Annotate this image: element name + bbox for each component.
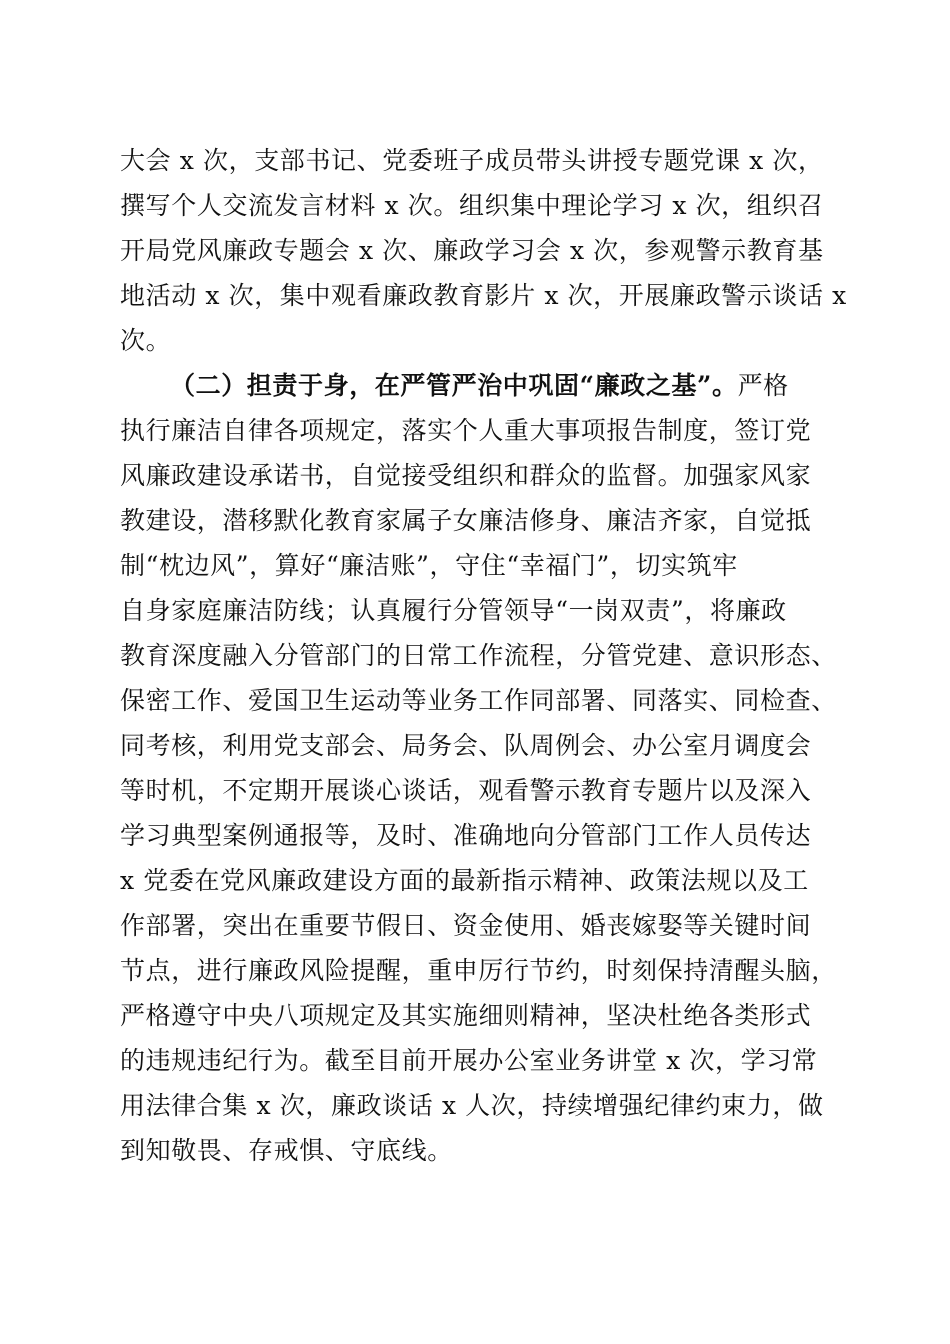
paragraph-2-line-11: 学习典型案例通报等，及时、准确地向分管部门工作人员传达	[120, 821, 812, 850]
paragraph-2-line-1	[170, 371, 789, 401]
paragraph-2-line-2: 执行廉洁自律各项规定，落实个人重大事项报告制度，签订党	[120, 416, 812, 445]
paragraph-2-line-16: 的违规违纪行为。截至目前开展办公室业务讲堂 x 次，学习常	[120, 1046, 818, 1075]
paragraph-2-line-15: 严格遵守中央八项规定及其实施细则精神，坚决杜绝各类形式	[120, 1001, 812, 1030]
paragraph-1-line-2: 撰写个人交流发言材料 x 次。组织集中理论学习 x 次，组织召	[120, 191, 824, 220]
paragraph-1-line-3: 开局党风廉政专题会 x 次、廉政学习会 x 次，参观警示教育基	[120, 236, 824, 265]
paragraph-1-line-1: 大会 x 次，支部书记、党委班子成员带头讲授专题党课 x 次，	[120, 146, 824, 175]
paragraph-1-line-5: 次。	[120, 326, 172, 355]
paragraph-2-line-17: 用法律合集 x 次，廉政谈话 x 人次，持续增强纪律约束力，做	[120, 1091, 824, 1120]
paragraph-2-line-4: 教建设，潜移默化教育家属子女廉洁修身、廉洁齐家，自觉抵	[120, 506, 812, 535]
paragraph-2-line-9: 同考核，利用党支部会、局务会、队周例会、办公室月调度会	[120, 731, 812, 760]
paragraph-2-line-1-rest: 严格	[737, 371, 789, 400]
paragraph-2-line-14: 节点，进行廉政风险提醒，重申厉行节约，时刻保持清醒头脑，	[120, 956, 837, 985]
paragraph-2-line-13: 作部署，突出在重要节假日、资金使用、婚丧嫁娶等关键时间	[120, 911, 812, 940]
paragraph-2-line-12: x 党委在党风廉政建设方面的最新指示精神、政策法规以及工	[120, 866, 809, 895]
paragraph-2-line-10: 等时机，不定期开展谈心谈话，观看警示教育专题片以及深入	[120, 776, 812, 805]
section-heading: （二）担责于身，在严管严治中巩固“廉政之基”。	[170, 371, 738, 400]
paragraph-1-line-4: 地活动 x 次，集中观看廉政教育影片 x 次，开展廉政警示谈话 x	[120, 281, 847, 310]
paragraph-2-line-6: 自身家庭廉洁防线；认真履行分管领导“一岗双责”，将廉政	[120, 596, 787, 625]
paragraph-2-line-3: 风廉政建设承诺书，自觉接受组织和群众的监督。加强家风家	[120, 461, 812, 490]
paragraph-2-line-8: 保密工作、爱国卫生运动等业务工作同部署、同落实、同检查、	[120, 686, 837, 715]
paragraph-2-line-5: 制“枕边风”，算好“廉洁账”，守住“幸福门”，切实筑牢	[120, 551, 738, 580]
paragraph-2-line-18: 到知敬畏、存戒惧、守底线。	[120, 1136, 453, 1165]
paragraph-2-line-7: 教育深度融入分管部门的日常工作流程，分管党建、意识形态、	[120, 641, 837, 670]
